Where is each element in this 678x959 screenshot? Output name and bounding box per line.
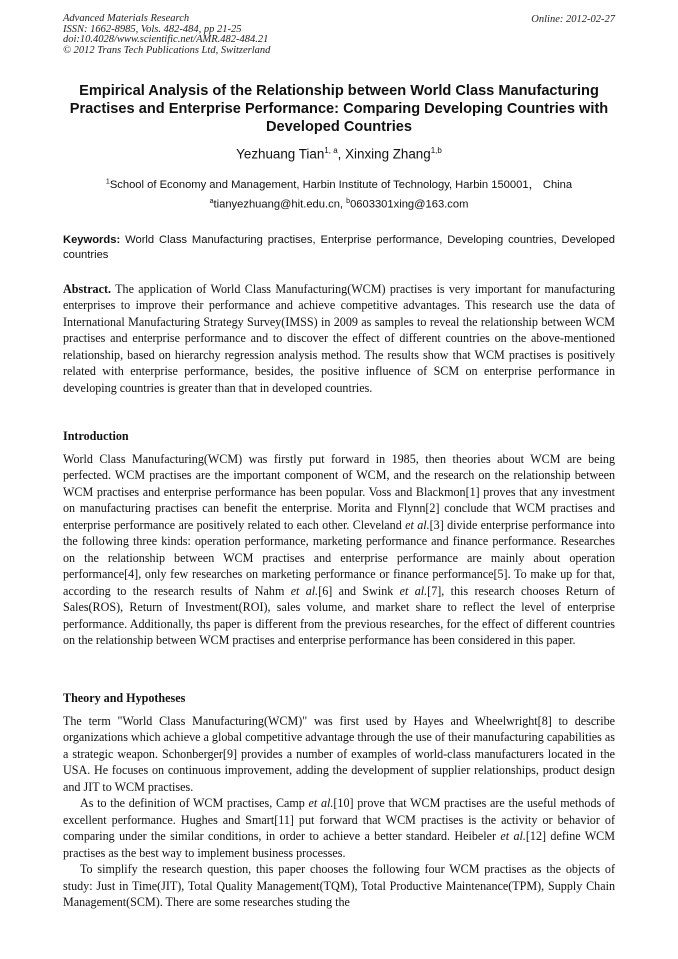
author-superscript: 1, a (324, 146, 338, 155)
keywords-text: World Class Manufacturing practises, Enterprise performance, Developing countries, Developed countries (63, 234, 615, 261)
text-run: [6] and Swink (318, 583, 400, 598)
keywords (63, 233, 615, 263)
author-name: Xinxing Zhang (345, 146, 431, 162)
italic-run: et al. (405, 517, 430, 532)
text-run: [12] define WCM practises as the best way to implement business processes. (63, 829, 615, 860)
introduction-body (63, 451, 615, 648)
text-run: [3] divide enterprise performance into the following three kinds: operation performance, marketing performance and finance performance. Researches on the relationship between WCM practises and enterprise performance are mainly about operation performance[4], only few researches on marketing performance or finance performance[5]. To make up for that, according to the research results of Nahm (63, 517, 615, 598)
email-address: 0603301xing@163.com (350, 198, 469, 211)
text-run: [10] prove that WCM practises are the useful methods of excellent performance. Hughes and Smart[11] put forward that WCM practises is the activity or behavior of comparing under the similar conditions, in order to achieve a better standard. Heibeler (63, 796, 615, 844)
online-date: Online: 2012-02-27 (531, 14, 615, 25)
affiliation-text: School of Economy and Management, Harbin Institute of Technology, Harbin 150001， China (109, 179, 573, 191)
paper-title: Empirical Analysis of the Relationship between World Class Manufacturing Practises and Enterprise Performance: Comparing Developing Countries with Developed Countries (69, 83, 609, 135)
author-superscript: 1,b (430, 146, 442, 155)
abstract-label: Abstract. (63, 282, 112, 296)
paragraph (63, 795, 615, 861)
italic-run: et al. (290, 583, 319, 598)
doi-line: doi:10.4028/www.scientific.net/AMR.482-484.21 (63, 34, 269, 46)
abstract-text: The application of World Class Manufacturing(WCM) practises is very important for manufacturing enterprises to improve their performance and achieve competitive advantages. This research use the data of International Manufacturing Strategy Survey(IMSS) in 2009 as samples to reveal the relationship between WCM practises and enterprise performance and to discover the effect of different countries on the above-mentioned relationship, based on hierarchy regression analysis method. The results show that WCM practises is positively related with enterprise performance, besides, the positive influence of SCM on enterprise performance in developing countries is greater than that in developed countries. (63, 282, 615, 395)
text-run: [7], this research chooses Return of Sales(ROS), Return of Investment(ROI), sales volume, and market share to reflect the level of enterprise performance. Additionally, ths paper is different from the previous researches, for the effect of different countries on the relationship between WCM practises and enterprise performance has been considered in this paper. (63, 583, 615, 647)
author-emails (63, 198, 615, 211)
italic-run: et al. (308, 796, 334, 811)
paragraph: To simplify the research question, this paper chooses the following four WCM practises as the objects of study: Just in Time(JIT), Total Quality Management(TQM), Total Productive Maintenance(TPM), Supply Chain Management(SCM). There are some researches studing the (63, 862, 615, 909)
affiliation (63, 176, 615, 192)
author-separator: , (337, 146, 346, 162)
email-superscript: a (209, 198, 214, 205)
issn-line: ISSN: 1662-8985, Vols. 482-484, pp 21-25 (63, 23, 242, 35)
section-heading-introduction: Introduction (63, 429, 129, 443)
paragraph (63, 451, 615, 648)
text-run: As to the definition of WCM practises, Camp (80, 796, 309, 811)
affiliation-superscript: 1 (105, 178, 110, 186)
paragraph: The term "World Class Manufacturing(WCM)" was first used by Hayes and Wheelwright[8] to describe organizations which achieve a global competitive advantage through the use of their manufacturing capabilities as a strategic weapon. Schonberger[9] provides a number of examples of world-class manufacturers located in the USA. He focuses on continuous improvement, adding the development of supplier relationships, product design and JIT to WCM practises. (63, 714, 615, 794)
author-name: Yezhuang Tian (236, 146, 325, 162)
email-address: tianyezhuang@hit.edu.cn, (213, 198, 347, 211)
journal-header (63, 14, 270, 56)
journal-name: Advanced Materials Research (63, 13, 190, 24)
copyright-line: © 2012 Trans Tech Publications Ltd, Switzerland (63, 44, 271, 56)
keywords-label: Keywords: (63, 234, 121, 246)
abstract (63, 281, 615, 396)
email-superscript: b (346, 198, 351, 205)
author-line (63, 146, 615, 161)
theory-body (63, 713, 615, 910)
text-run: World Class Manufacturing(WCM) was firstly put forward in 1985, then theories about WCM are being perfected. WCM practises are the important component of WCM, and the research on the relationship between WCM practises and enterprise performance has been popular. Voss and Blackmon[1] proves that any investment on manufacturing practises can benefit the enterprise. Morita and Flynn[2] conclude that WCM practises and enterprise performance are positively related to each other. Cleveland (63, 452, 615, 532)
italic-run: et al. (399, 583, 428, 598)
section-heading-theory: Theory and Hypotheses (63, 691, 186, 705)
italic-run: et al. (500, 829, 526, 844)
